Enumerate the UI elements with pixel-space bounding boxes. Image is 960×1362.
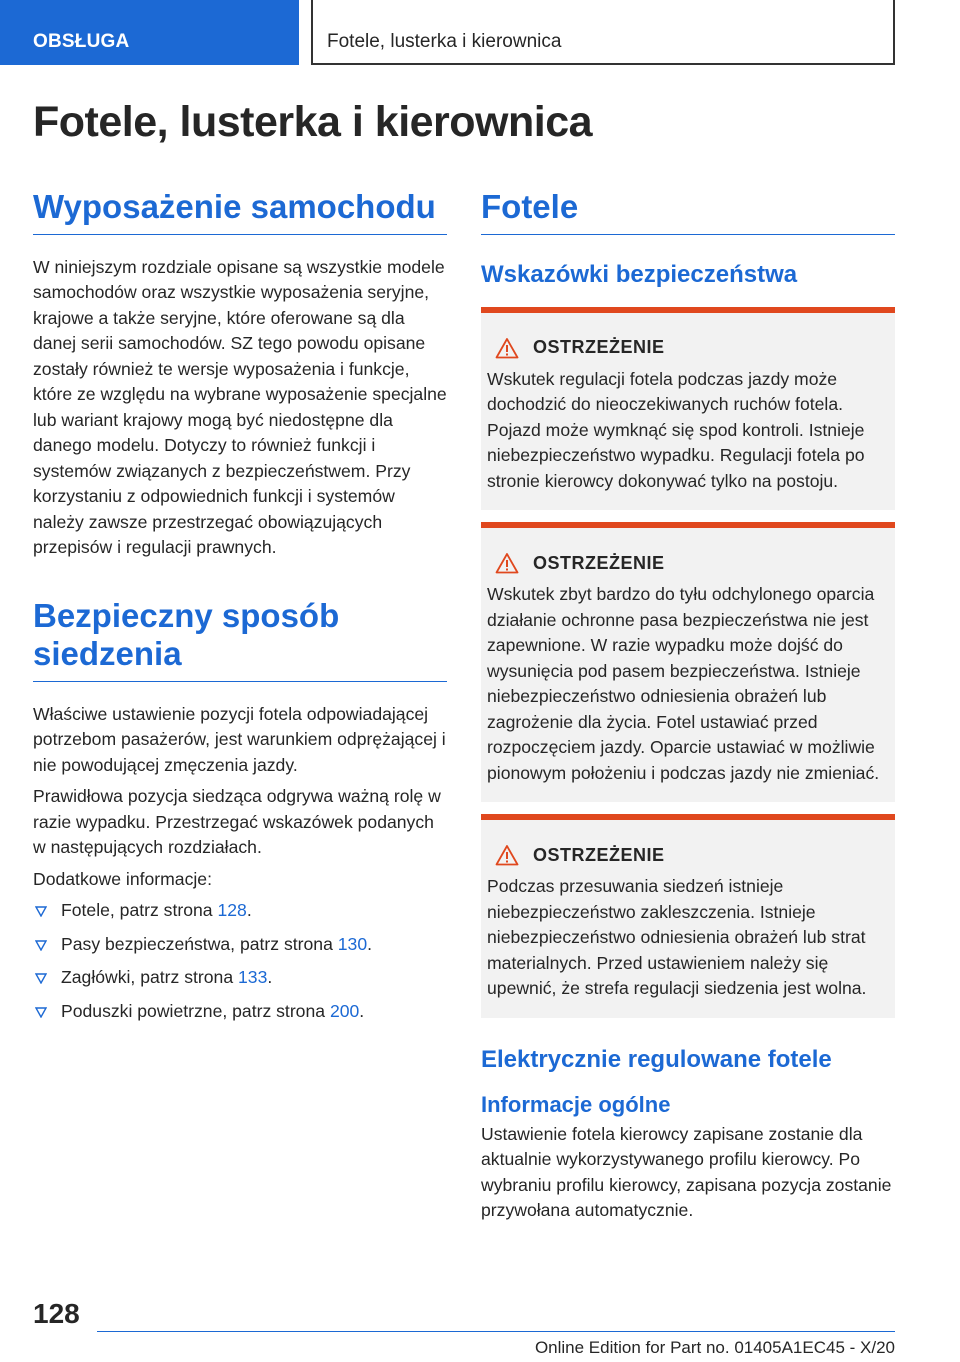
page-link[interactable]: 200 <box>329 1000 360 1021</box>
warning-title: OSTRZEŻENIE <box>533 337 665 358</box>
warning-box <box>481 814 895 1018</box>
reference-list <box>33 898 447 1024</box>
warning-text: Wskutek regulacji fotela podczas jazdy może dochodzić do nieoczekiwanych ruchów fotela. Pojazd może wymknąć się spod kontroli. Istnieje niebezpieczeństwo wypadku. Regulacji fotela po stronie kierowcy dokonywać tylko na postoju. <box>487 368 865 491</box>
paragraph-sitting-1: Właściwe ustawienie pozycji fotela odpowiadającej potrzebom pasażerów, jest warunkiem odprężającej i nie powodującej zmęczenia jazdy. <box>33 703 446 775</box>
list-item: Zagłówki, patrz strona 133. <box>33 965 447 991</box>
triangle-bullet-icon <box>35 940 47 951</box>
list-item-text: Fotele, patrz strona <box>61 900 218 921</box>
heading-safety-notes: Wskazówki bezpieczeństwa <box>481 260 798 288</box>
page-number: 128 <box>33 1298 80 1329</box>
paragraph-equipment: W niniejszym rozdziale opisane są wszystkie modele samochodów oraz wszystkie wyposażenia seryjne, krajowe a także seryjne, które oferowane są dla danej serii samochodów. SZ tego powodu opisane zostały również te wersje wyposażenia i funkcje, które ze względu na wybrane wyposażenie specjalne lub wariant krajowy mogą być niedostępne dla danego modelu. Dotyczy to również funkcji i systemów związanych z bezpieczeństwem. Przy korzystaniu z odpowiednich funkcji i systemów należy zawsze przestrzegać obowiązujących przepisów i regulacji prawnych. <box>33 256 447 558</box>
warning-box <box>481 522 895 802</box>
page-link[interactable]: 128 <box>217 900 247 921</box>
warning-text: Podczas przesuwania siedzeń istnieje niebezpieczeństwo zakleszczenia. Istnieje niebezpieczeństwo odniesienia obrażeń lub strat materialnych. Przed ustawieniem należy się upewnić, że strefa regulacji siedzenia jest wolna. <box>487 876 867 999</box>
page-title: Fotele, lusterka i kierownica <box>33 98 593 146</box>
right-column <box>481 188 895 1224</box>
chapter-tab[interactable]: Fotele, lusterka i kierownica <box>311 0 895 65</box>
warning-triangle-icon <box>495 844 519 866</box>
triangle-bullet-icon <box>35 973 47 984</box>
heading-equipment: Wyposażenie samochodu <box>33 188 447 235</box>
warning-title: OSTRZEŻENIE <box>533 844 665 865</box>
warning-triangle-icon <box>495 552 519 574</box>
paragraph-more-info: Dodatkowe informacje: <box>33 868 212 889</box>
list-item: Pasy bezpieczeństwa, patrz strona 130. <box>33 932 447 958</box>
paragraph-sitting-2: Prawidłowa pozycja siedząca odgrywa ważną rolę w razie wypadku. Przestrzegać wskazówek podanych w następujących rozdziałach. <box>33 786 441 858</box>
list-item-text: Poduszki powietrzne, patrz strona <box>61 1000 330 1021</box>
warning-box <box>481 307 895 511</box>
triangle-bullet-icon <box>35 906 47 917</box>
left-column <box>33 188 447 1032</box>
heading-electric-seats: Elektrycznie regulowane fotele <box>481 1045 832 1073</box>
warning-text: Wskutek zbyt bardzo do tyłu odchylonego oparcia działanie ochronne pasa bezpieczeństwa nie jest zapewnione. W razie wypadku może dojść do wysunięcia pod pasem bezpieczeństwa. Istnieje niebezpieczeństwo odniesienia obrażeń lub zagrożenie dla życia. Fotel ustawiać przed rozpoczęciem jazdy. Oparcie ustawiać w możliwie pionowym położeniu i podczas jazdy nie zmieniać. <box>487 584 880 783</box>
triangle-bullet-icon <box>35 1007 47 1018</box>
heading-safe-sitting: Bezpieczny sposób siedzenia <box>33 597 447 682</box>
heading-seats: Fotele <box>481 188 895 235</box>
page-link[interactable]: 133 <box>238 967 268 988</box>
list-item: Fotele, patrz strona 128. <box>33 898 447 924</box>
list-item-text: Zagłówki, patrz strona <box>61 967 238 988</box>
warning-title: OSTRZEŻENIE <box>533 552 665 573</box>
page-link[interactable]: 130 <box>337 933 368 954</box>
warning-triangle-icon <box>495 337 519 359</box>
list-item-text: Pasy bezpieczeństwa, patrz strona <box>61 933 338 954</box>
edition-note: Online Edition for Part no. 01405A1EC45 - X/20 <box>534 1338 895 1357</box>
footer-divider <box>97 1331 895 1332</box>
section-tab[interactable]: OBSŁUGA <box>0 0 299 65</box>
page-header <box>0 0 960 65</box>
paragraph-general-info: Ustawienie fotela kierowcy zapisane zostanie dla aktualnie wykorzystywanego profilu kierowcy. Po wybraniu profilu kierowcy, zapisana pozycja zostanie przywołana automatycznie. <box>481 1123 892 1221</box>
heading-general-info: Informacje ogólne <box>481 1091 671 1117</box>
list-item: Poduszki powietrzne, patrz strona 200. <box>33 999 447 1025</box>
